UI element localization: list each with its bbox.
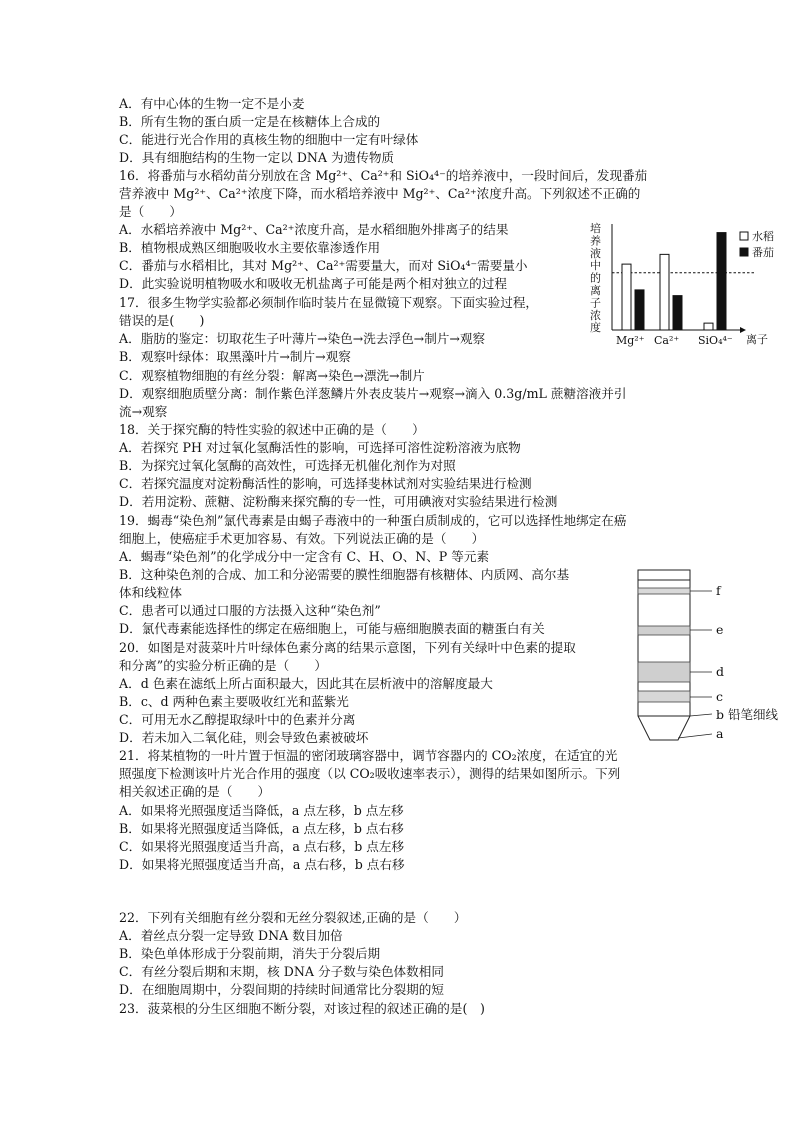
text-line: 流→观察: [119, 404, 168, 419]
pigment-band-d: [638, 662, 690, 682]
y-axis-label-char: 度: [590, 321, 601, 335]
y-axis-label-char: 离: [590, 284, 601, 297]
legend-swatch-rice: [740, 232, 748, 240]
text-line: C．能进行光合作用的真核生物的细胞中一定有叶绿体: [119, 132, 419, 147]
x-tick-label: Mg²⁺: [616, 334, 645, 347]
y-axis-label-char: 培: [590, 222, 601, 235]
text-line: A．d 色素在滤纸上所占面积最大，因此其在层析液中的溶解度最大: [119, 676, 493, 691]
text-line: 18．关于探究酶的特性实验的叙述中正确的是（ ）: [119, 422, 425, 437]
y-axis-label-char: 的: [590, 271, 601, 285]
text-line: B．所有生物的蛋白质一定是在核糖体上合成的: [119, 114, 381, 129]
text-line: D．如果将光照强度适当升高，a 点右移，b 点右移: [119, 857, 405, 872]
text-line: 19．蝎毒“染色剂”氯代毒素是由蝎子毒液中的一种蛋白质制成的，它可以选择性地绑定在癌: [119, 513, 627, 528]
pigment-band-e: [638, 626, 690, 635]
legend-label-tomato: 番茄: [752, 246, 774, 259]
text-line: A．脂肪的鉴定：切取花生子叶薄片→染色→洗去浮色→制片→观察: [119, 331, 486, 346]
band-label-e: e: [716, 622, 724, 637]
text-line: B．植物根成熟区细胞吸收水主要依靠渗透作用: [119, 240, 381, 255]
x-axis-label: 离子: [746, 333, 768, 346]
text-line: D．氯代毒素能选择性的绑定在癌细胞上，可能与癌细胞膜表面的糖蛋白有关: [119, 621, 545, 636]
bar-rice: [622, 264, 631, 330]
text-line: 细胞上，使癌症手术更加容易、有效。下列说法正确的是（ ）: [119, 531, 485, 546]
y-axis-label-char: 浓: [590, 308, 601, 322]
band-label-c: c: [716, 689, 724, 704]
text-line: 20．如图是对菠菜叶片叶绿体色素分离的结果示意图，下列有关绿叶中色素的提取: [119, 640, 576, 655]
text-line: D．在细胞周期中，分裂间期的持续时间通常比分裂期的短: [119, 982, 444, 997]
text-line: 是（ ）: [119, 204, 182, 219]
band-label-d: d: [716, 664, 725, 679]
band-label-b: b 铅笔细线: [716, 707, 778, 722]
text-line: A．如果将光照强度适当降低，a 点左移，b 点左移: [119, 803, 404, 818]
band-label-f: f: [716, 583, 721, 598]
text-line: C．患者可以通过口服的方法摄入这种“染色剂”: [119, 603, 381, 618]
text-line: D．若未加入二氧化硅，则会导致色素被破坏: [119, 730, 369, 745]
text-line: 营养液中 Mg²⁺、Ca²⁺浓度下降，而水稻培养液中 Mg²⁺、Ca²⁺浓度升高。下列叙述不正确的: [119, 186, 641, 201]
text-line: C．可用无水乙醇提取绿叶中的色素并分离: [119, 712, 356, 727]
x-tick-label: Ca²⁺: [654, 334, 680, 347]
text-line: 错误的是( ): [119, 313, 205, 328]
text-line: C．番茄与水稻相比，其对 Mg²⁺、Ca²⁺需要量大，而对 SiO₄⁴⁻需要量小: [119, 258, 528, 273]
text-line: 21．将某植物的一叶片置于恒温的密闭玻璃容器中，调节容器内的 CO₂浓度，在适宜的光: [119, 748, 618, 763]
y-axis-label-char: 子: [590, 296, 601, 310]
bar-tomato: [635, 290, 644, 330]
bar-tomato: [673, 296, 682, 330]
band-label-a: a: [716, 726, 724, 741]
y-axis-label-char: 养: [590, 234, 601, 248]
x-tick-label: SiO₄⁴⁻: [698, 334, 733, 347]
text-line: A．若探究 PH 对过氧化氢酶活性的影响，可选择可溶性淀粉溶液为底物: [119, 440, 521, 455]
ion-concentration-chart: [582, 220, 782, 356]
text-line: D．观察细胞质壁分离：制作紫色洋葱鳞片外表皮装片→观察→滴入 0.3g/mL 蔗糖溶液并引: [119, 386, 627, 401]
text-line: C．有丝分裂后期和末期，核 DNA 分子数与染色体数相同: [119, 964, 444, 979]
text-line: D．若用淀粉、蔗糖、淀粉酶来探究酶的专一性，可用碘液对实验结果进行检测: [119, 494, 558, 509]
pigment-band-c: [638, 691, 690, 702]
text-line: 22．下列有关细胞有丝分裂和无丝分裂叙述,正确的是（ ）: [119, 910, 467, 925]
text-line: 16．将番茄与水稻幼苗分别放在含 Mg²⁺、Ca²⁺和 SiO₄⁴⁻的培养液中，一段时间后，发现番茄: [119, 168, 648, 183]
text-line: 和分离”的实验分析正确的是（ ）: [119, 658, 327, 673]
y-axis-label-char: 中: [590, 259, 601, 273]
text-line: B．为探究过氧化氢酶的高效性，可选择无机催化剂作为对照: [119, 458, 456, 473]
chromatography-strip-figure: [626, 568, 794, 748]
legend-label-rice: 水稻: [752, 230, 774, 243]
text-line: 17．很多生物学实验都必须制作临时装片在显微镜下观察。下面实验过程，: [119, 295, 539, 310]
y-axis-label-char: 液: [590, 246, 601, 260]
text-line: A．有中心体的生物一定不是小麦: [119, 96, 305, 111]
text-line: B．观察叶绿体：取黑藻叶片→制片→观察: [119, 349, 351, 364]
filter-paper-strip: [638, 570, 690, 740]
text-line: B．c、d 两种色素主要吸收红光和蓝紫光: [119, 694, 349, 709]
text-line: 相关叙述正确的是（ ）: [119, 784, 271, 799]
bar-rice: [660, 254, 669, 330]
text-line: A．水稻培养液中 Mg²⁺、Ca²⁺浓度升高，是水稻细胞外排离子的结果: [119, 222, 509, 237]
text-line: 23．菠菜根的分生区细胞不断分裂，对该过程的叙述正确的是( ): [119, 1001, 485, 1016]
text-line: D．具有细胞结构的生物一定以 DNA 为遗传物质: [119, 150, 395, 165]
legend-swatch-tomato: [740, 248, 748, 256]
bar-tomato: [717, 233, 726, 330]
text-line: C．若探究温度对淀粉酶活性的影响，可选择斐林试剂对实验结果进行检测: [119, 476, 532, 491]
text-line: 照强度下检测该叶片光合作用的强度（以 CO₂吸收速率表示），测得的结果如图所示。下列: [119, 766, 621, 781]
pigment-band-f: [638, 588, 690, 594]
text-line: C．观察植物细胞的有丝分裂：解离→染色→漂洗→制片: [119, 368, 425, 383]
text-line: A．着丝点分裂一定导致 DNA 数目加倍: [119, 928, 343, 943]
text-line: C．如果将光照强度适当升高，a 点右移，b 点左移: [119, 839, 405, 854]
text-line: 体和线粒体: [119, 585, 182, 600]
text-line: B．如果将光照强度适当降低，a 点左移，b 点右移: [119, 821, 404, 836]
text-line: B．染色单体形成于分裂前期，消失于分裂后期: [119, 946, 381, 961]
text-line: B．这种染色剂的合成、加工和分泌需要的膜性细胞器有核糖体、内质网、高尔基: [119, 567, 570, 582]
bar-rice: [704, 323, 713, 330]
text-line: A．蝎毒“染色剂”的化学成分中一定含有 C、H、O、N、P 等元素: [119, 549, 490, 564]
text-line: D．此实验说明植物吸水和吸收无机盐离子可能是两个相对独立的过程: [119, 276, 507, 291]
